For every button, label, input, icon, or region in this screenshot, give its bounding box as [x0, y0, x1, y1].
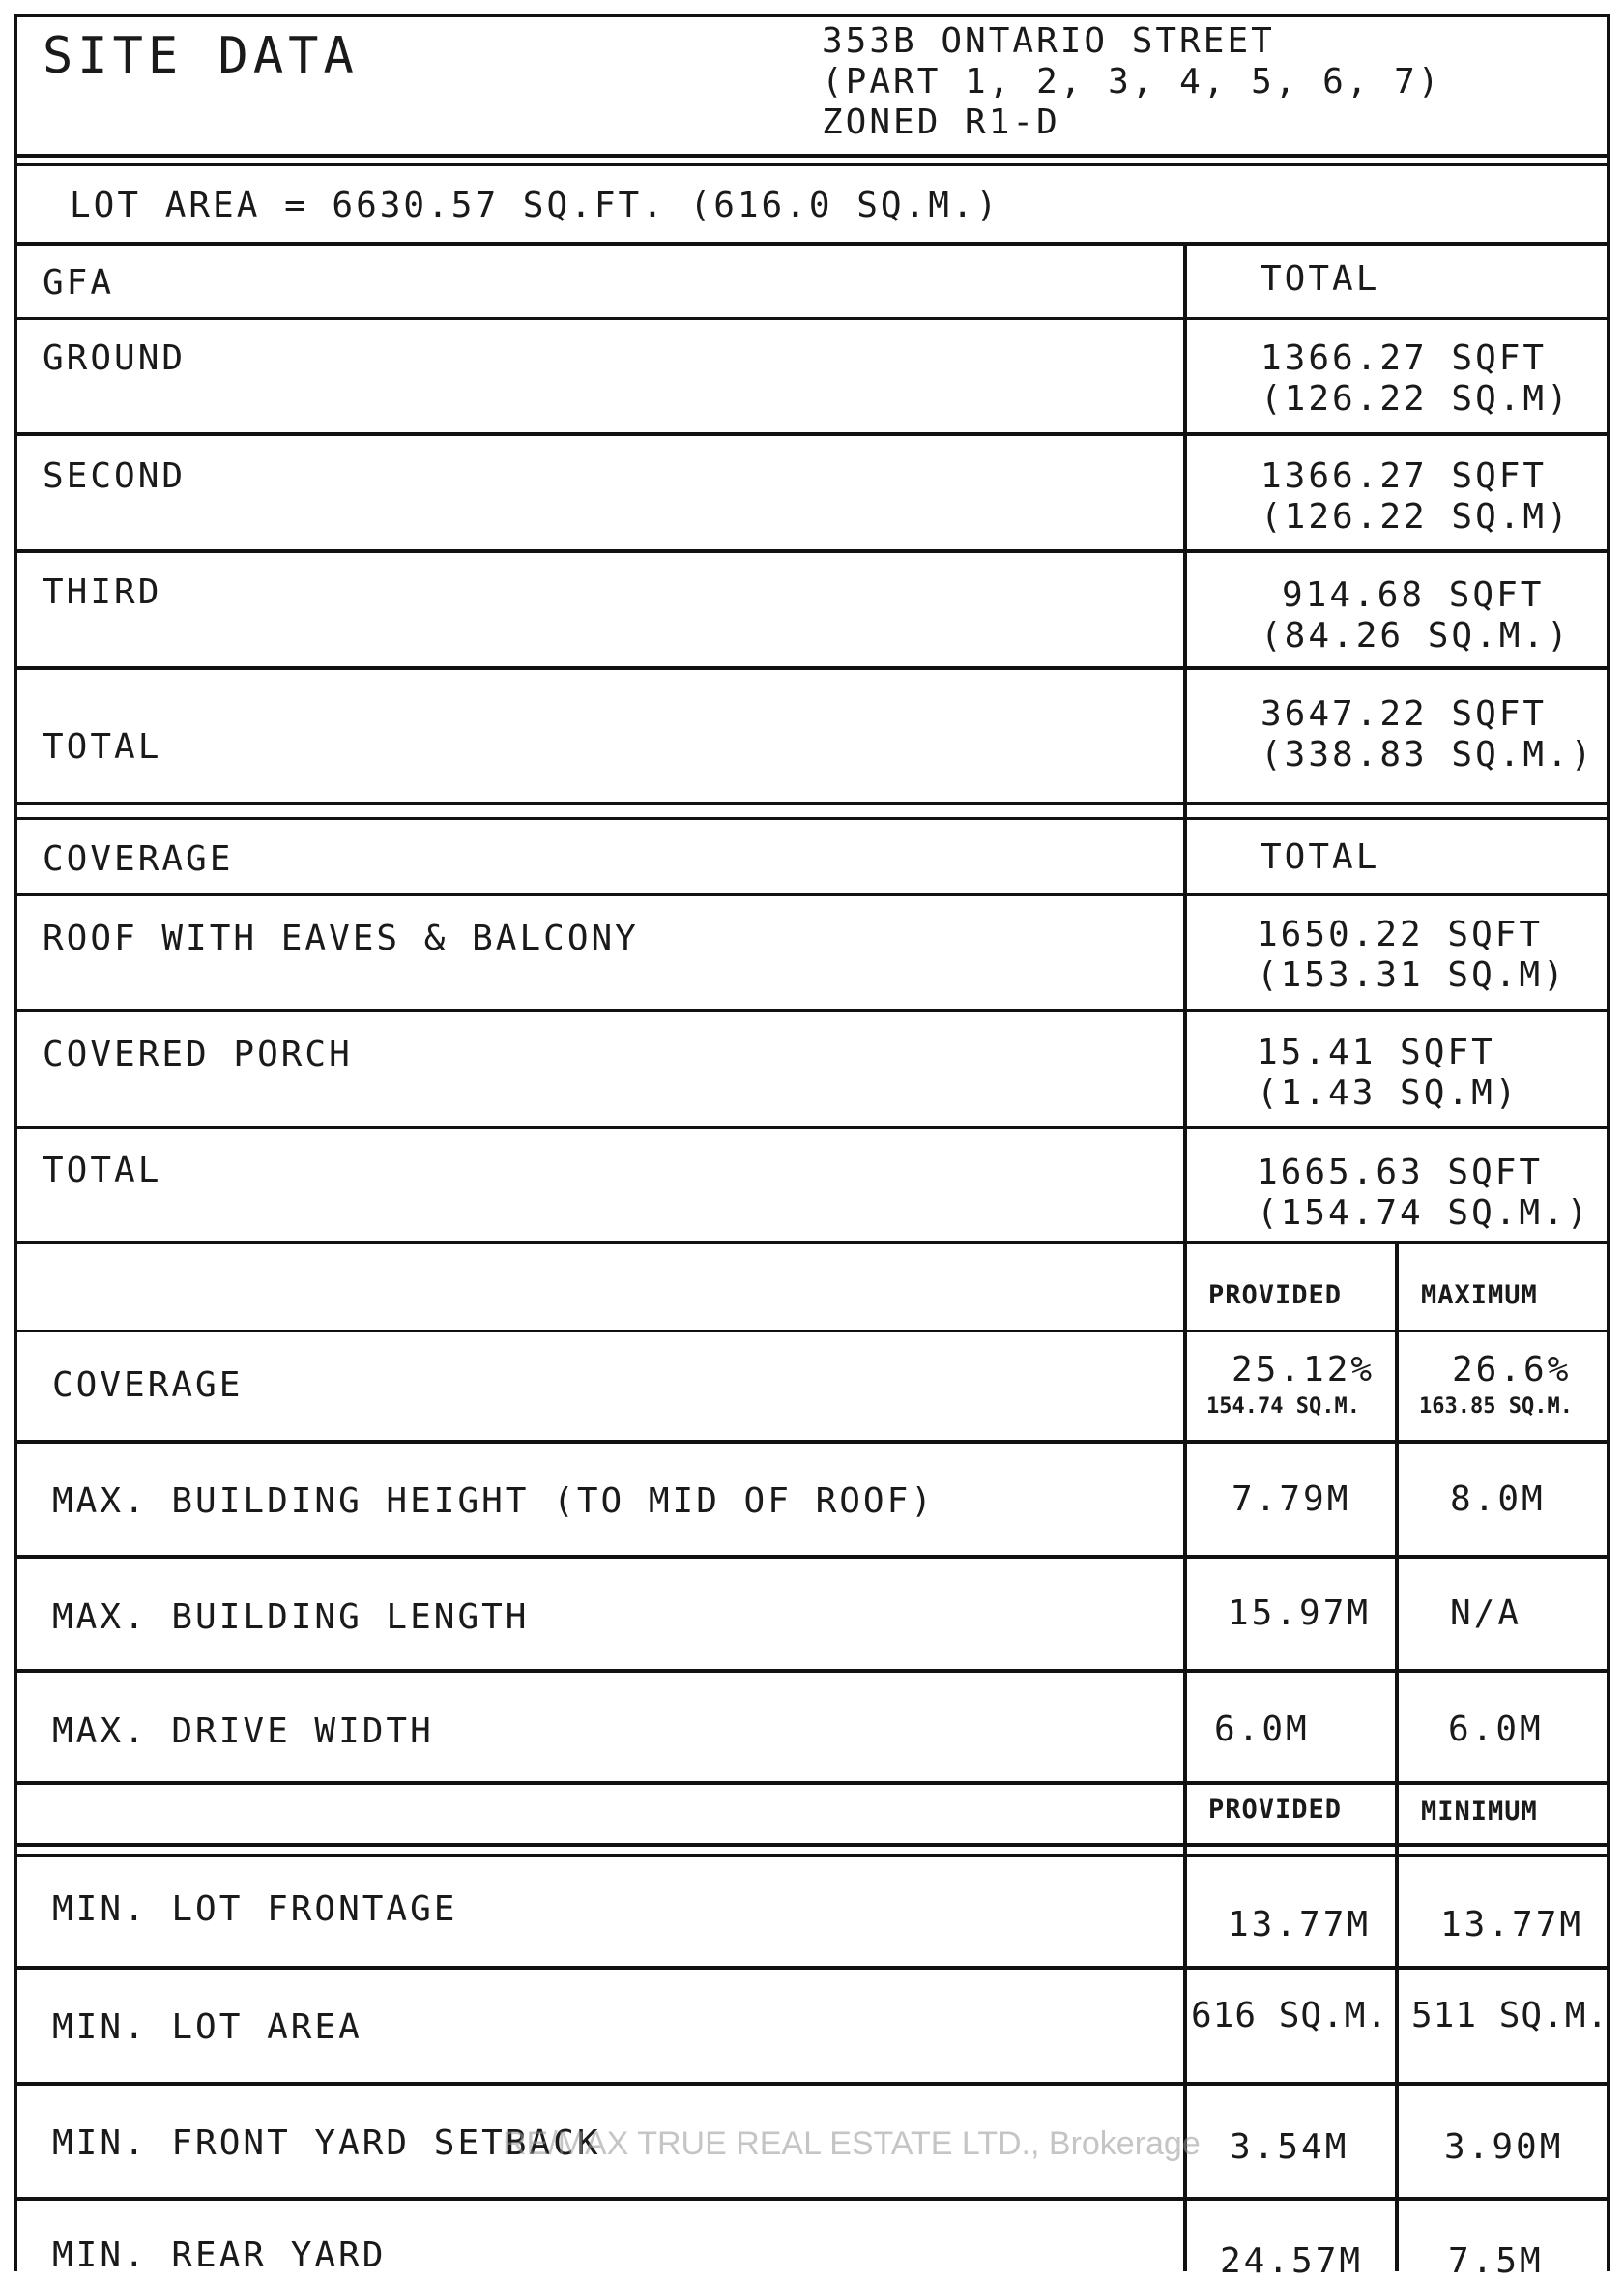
min-row-limit: 7.5M: [1448, 2241, 1544, 2281]
provided-column-header: PROVIDED: [1208, 1795, 1343, 1825]
max-row-provided: 7.79M: [1232, 1479, 1351, 1519]
max-row-limit: 6.0M: [1448, 1710, 1544, 1749]
coverage-provided-percent: 25.12%: [1232, 1350, 1376, 1389]
gfa-header-total: TOTAL: [1261, 259, 1380, 299]
max-row-limit: N/A: [1450, 1594, 1522, 1633]
min-row-limit: 3.90M: [1444, 2127, 1564, 2167]
gfa-row-label: SECOND: [43, 456, 187, 496]
max-row-limit: 8.0M: [1450, 1479, 1546, 1519]
min-row-provided: 3.54M: [1230, 2127, 1349, 2167]
zoning-label: ZONED R1-D: [822, 102, 1060, 142]
lot-area: LOT AREA = 6630.57 SQ.FT. (616.0 SQ.M.): [70, 186, 1000, 225]
coverage-header-label: COVERAGE: [43, 839, 234, 879]
address-line-2: (PART 1, 2, 3, 4, 5, 6, 7): [822, 62, 1442, 102]
min-row-label: MIN. FRONT YARD SETBACK: [52, 2123, 601, 2163]
maximum-column-header: MAXIMUM: [1421, 1280, 1538, 1310]
minimum-column-header: MINIMUM: [1421, 1797, 1538, 1827]
max-row-provided: 6.0M: [1214, 1710, 1310, 1749]
max-row-label: MAX. BUILDING LENGTH: [52, 1597, 530, 1637]
gfa-row-value-metric: (84.26 SQ.M.): [1261, 616, 1571, 656]
coverage-row-label: ROOF WITH EAVES & BALCONY: [43, 919, 639, 958]
coverage-total-value: 1665.63 SQFT: [1257, 1153, 1544, 1192]
coverage-row-value: 15.41 SQFT: [1257, 1033, 1495, 1072]
coverage-row-value-metric: (1.43 SQ.M): [1257, 1073, 1520, 1113]
coverage-max-percent: 26.6%: [1452, 1350, 1572, 1389]
frame-right: [1607, 14, 1610, 2271]
header-divider: [14, 154, 1610, 158]
gfa-row-value: 914.68 SQFT: [1282, 575, 1545, 615]
address-line-1: 353B ONTARIO STREET: [822, 21, 1275, 61]
min-row-provided: 616 SQ.M.: [1191, 1996, 1389, 2035]
max-row-provided: 15.97M: [1228, 1594, 1372, 1633]
gfa-total-label: TOTAL: [43, 727, 162, 767]
limit-column-divider: [1395, 1241, 1399, 2271]
coverage-provided-area: 154.74 SQ.M.: [1206, 1394, 1360, 1418]
gfa-row-value: 1366.27 SQFT: [1261, 338, 1548, 378]
brokerage-watermark: RE/MAX TRUE REAL ESTATE LTD., Brokerage: [503, 2125, 1201, 2162]
frame-top: [14, 14, 1610, 17]
min-row-limit: 511 SQ.M.: [1411, 1996, 1610, 2035]
max-row-label: MAX. BUILDING HEIGHT (TO MID OF ROOF): [52, 1481, 935, 1521]
coverage-total-label: TOTAL: [43, 1151, 162, 1190]
coverage-row-label: COVERED PORCH: [43, 1035, 353, 1074]
coverage-header-total: TOTAL: [1261, 837, 1380, 877]
gfa-row-label: GROUND: [43, 338, 187, 378]
min-row-limit: 13.77M: [1440, 1905, 1584, 1945]
coverage-max-area: 163.85 SQ.M.: [1419, 1394, 1573, 1418]
page-title: SITE DATA: [43, 27, 359, 85]
min-row-label: MIN. LOT FRONTAGE: [52, 1889, 458, 1929]
value-column-divider: [1183, 244, 1187, 2271]
min-row-label: MIN. REAR YARD: [52, 2236, 387, 2275]
gfa-row-value-metric: (126.22 SQ.M): [1261, 497, 1571, 537]
gfa-total-value: 3647.22 SQFT: [1261, 694, 1548, 734]
coverage-limit-label: COVERAGE: [52, 1365, 244, 1405]
min-row-label: MIN. LOT AREA: [52, 2007, 362, 2047]
gfa-total-value-metric: (338.83 SQ.M.): [1261, 735, 1595, 775]
gfa-row-value-metric: (126.22 SQ.M): [1261, 379, 1571, 419]
gfa-row-value: 1366.27 SQFT: [1261, 456, 1548, 496]
coverage-row-value: 1650.22 SQFT: [1257, 915, 1544, 954]
max-row-label: MAX. DRIVE WIDTH: [52, 1711, 434, 1751]
gfa-row-label: THIRD: [43, 572, 162, 612]
coverage-row-value-metric: (153.31 SQ.M): [1257, 955, 1567, 995]
min-row-provided: 13.77M: [1228, 1905, 1372, 1945]
provided-column-header: PROVIDED: [1208, 1280, 1343, 1310]
coverage-total-value-metric: (154.74 SQ.M.): [1257, 1193, 1591, 1233]
min-row-provided: 24.57M: [1220, 2241, 1364, 2281]
gfa-header-label: GFA: [43, 263, 115, 303]
frame-left: [14, 14, 17, 2271]
